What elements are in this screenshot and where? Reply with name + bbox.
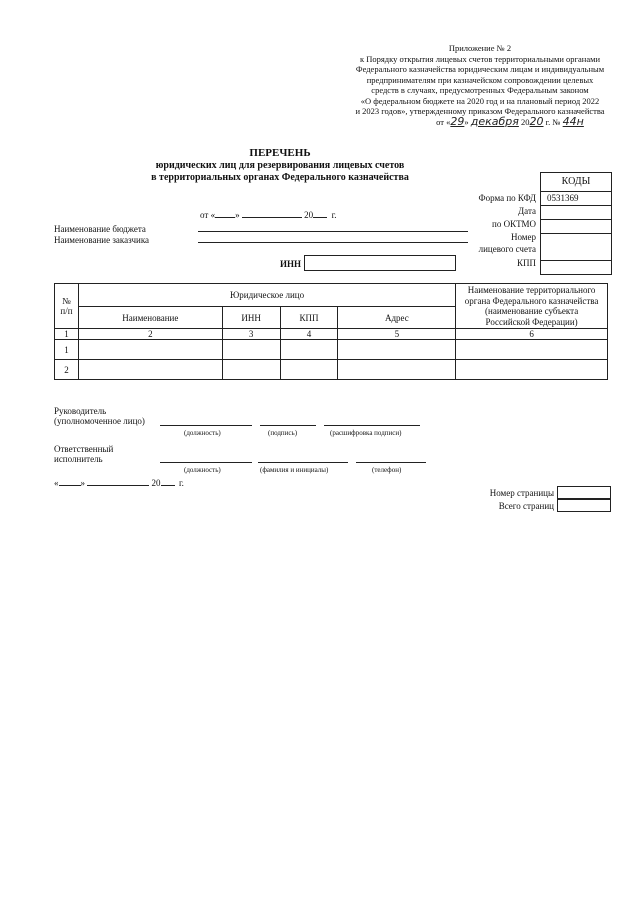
date-label: Дата xyxy=(518,206,536,216)
appendix-line: и 2023 годов», утвержденному приказом Федерального казначейства xyxy=(355,106,605,116)
oktmo-code[interactable] xyxy=(541,220,611,234)
title-line: юридических лиц для резервирования лицевых счетов xyxy=(155,159,405,171)
appendix-line: Федерального казначейства юридическим лицам и индивидуальным xyxy=(355,64,605,74)
kpp-cell[interactable] xyxy=(280,340,338,360)
decoding-caption: (расшифровка подписи) xyxy=(330,429,402,437)
head-decoding-field[interactable] xyxy=(324,425,420,426)
table-row xyxy=(55,360,608,380)
appendix-title: Приложение № 2 xyxy=(448,43,512,53)
position-caption: (должность) xyxy=(184,429,221,437)
legal-entity-header: Юридическое лицо xyxy=(78,284,455,307)
order-day: 29 xyxy=(450,114,465,128)
kpp-cell[interactable] xyxy=(280,360,338,380)
total-pages-field[interactable] xyxy=(557,499,611,512)
kfd-code: 0531369 xyxy=(541,192,611,206)
col-name-header: Наименование xyxy=(78,307,222,329)
appendix-line: предпринимателям при казначейском сопровождении целевых xyxy=(366,74,594,85)
executor-label: Ответственный исполнитель xyxy=(54,444,114,464)
month-blank[interactable] xyxy=(87,485,149,486)
table-row xyxy=(55,340,608,360)
head-signature-field[interactable] xyxy=(260,425,316,426)
budget-label: Наименование бюджета xyxy=(54,224,146,234)
date-code[interactable] xyxy=(541,206,611,220)
inn-label: ИНН xyxy=(280,259,302,269)
order-number: 44н xyxy=(562,114,584,128)
phone-caption: (телефон) xyxy=(372,466,402,474)
day-blank[interactable] xyxy=(59,485,81,486)
name-cell[interactable] xyxy=(78,340,222,360)
order-line: от «29» декабря 2020 г. № 44н xyxy=(436,114,584,128)
entities-table xyxy=(54,283,608,380)
budget-field[interactable] xyxy=(198,231,468,232)
appendix-line: «О федеральном бюджете на 2020 год и на плановый период 2022 xyxy=(360,95,600,106)
name-cell[interactable] xyxy=(78,360,222,380)
col-number-header: № п/п xyxy=(55,284,79,329)
customer-field[interactable] xyxy=(198,242,468,243)
order-year: 20 xyxy=(529,114,544,128)
col-number-index: 4 xyxy=(280,329,338,340)
inn-cell[interactable] xyxy=(222,360,280,380)
head-position-field[interactable] xyxy=(160,425,252,426)
col-kpp-header: КПП xyxy=(280,307,338,329)
territorial-cell[interactable] xyxy=(456,360,608,380)
signature-caption: (подпись) xyxy=(268,429,298,437)
col-number-index: 6 xyxy=(456,329,608,340)
document-title xyxy=(150,147,410,185)
col-number-index: 5 xyxy=(338,329,456,340)
territorial-cell[interactable] xyxy=(456,340,608,360)
title-line: в территориальных органах Федерального казначейства xyxy=(151,172,409,183)
col-number-index: 2 xyxy=(78,329,222,340)
inn-cell[interactable] xyxy=(222,340,280,360)
appendix-line: средств в случаях, предусмотренных Федеральным законом xyxy=(371,85,589,95)
customer-label: Наименование заказчика xyxy=(54,235,150,245)
page-number-label: Номер страницы xyxy=(489,488,554,498)
executor-phone-field[interactable] xyxy=(356,462,426,463)
account-label: Номер лицевого счета xyxy=(478,232,536,254)
codes-header: КОДЫ xyxy=(541,173,611,192)
inn-field[interactable] xyxy=(304,255,456,271)
row-number: 1 xyxy=(55,340,79,360)
day-blank[interactable] xyxy=(215,217,235,218)
col-address-header: Адрес xyxy=(338,307,456,329)
signature-date: « » 20 г. xyxy=(54,478,184,488)
address-cell[interactable] xyxy=(338,360,456,380)
position-caption: (должность) xyxy=(184,466,221,474)
oktmo-label: по ОКТМО xyxy=(492,219,536,229)
col-number-index: 1 xyxy=(55,329,79,340)
codes-box xyxy=(540,172,612,275)
fio-caption: (фамилия и инициалы) xyxy=(260,466,329,474)
account-code[interactable] xyxy=(541,234,611,261)
kpp-code[interactable] xyxy=(541,261,611,275)
order-month: декабря xyxy=(470,114,519,128)
row-number: 2 xyxy=(55,360,79,380)
col-inn-header: ИНН xyxy=(222,307,280,329)
year-blank[interactable] xyxy=(313,217,327,218)
kpp-label: КПП xyxy=(516,258,536,268)
col-number-index: 3 xyxy=(222,329,280,340)
form-label: Форма по КФД xyxy=(478,193,536,203)
head-label: Руководитель (уполномоченное лицо) xyxy=(54,406,145,426)
total-pages-label: Всего страниц xyxy=(498,501,554,511)
year-blank[interactable] xyxy=(161,485,175,486)
appendix-line: к Порядку открытия лицевых счетов территориальными органами xyxy=(359,53,601,64)
executor-name-field[interactable] xyxy=(258,462,348,463)
executor-position-field[interactable] xyxy=(160,462,252,463)
territorial-body-header: Наименование территориального органа Федерального казначейства (наименование субъекта Российской Федерации) xyxy=(456,284,608,329)
month-blank[interactable] xyxy=(242,217,302,218)
page-number-field[interactable] xyxy=(557,486,611,499)
document-date: от « » 20 г. xyxy=(200,210,337,220)
title-main: ПЕРЕЧЕНЬ xyxy=(249,147,311,159)
address-cell[interactable] xyxy=(338,340,456,360)
appendix-block xyxy=(330,43,630,127)
